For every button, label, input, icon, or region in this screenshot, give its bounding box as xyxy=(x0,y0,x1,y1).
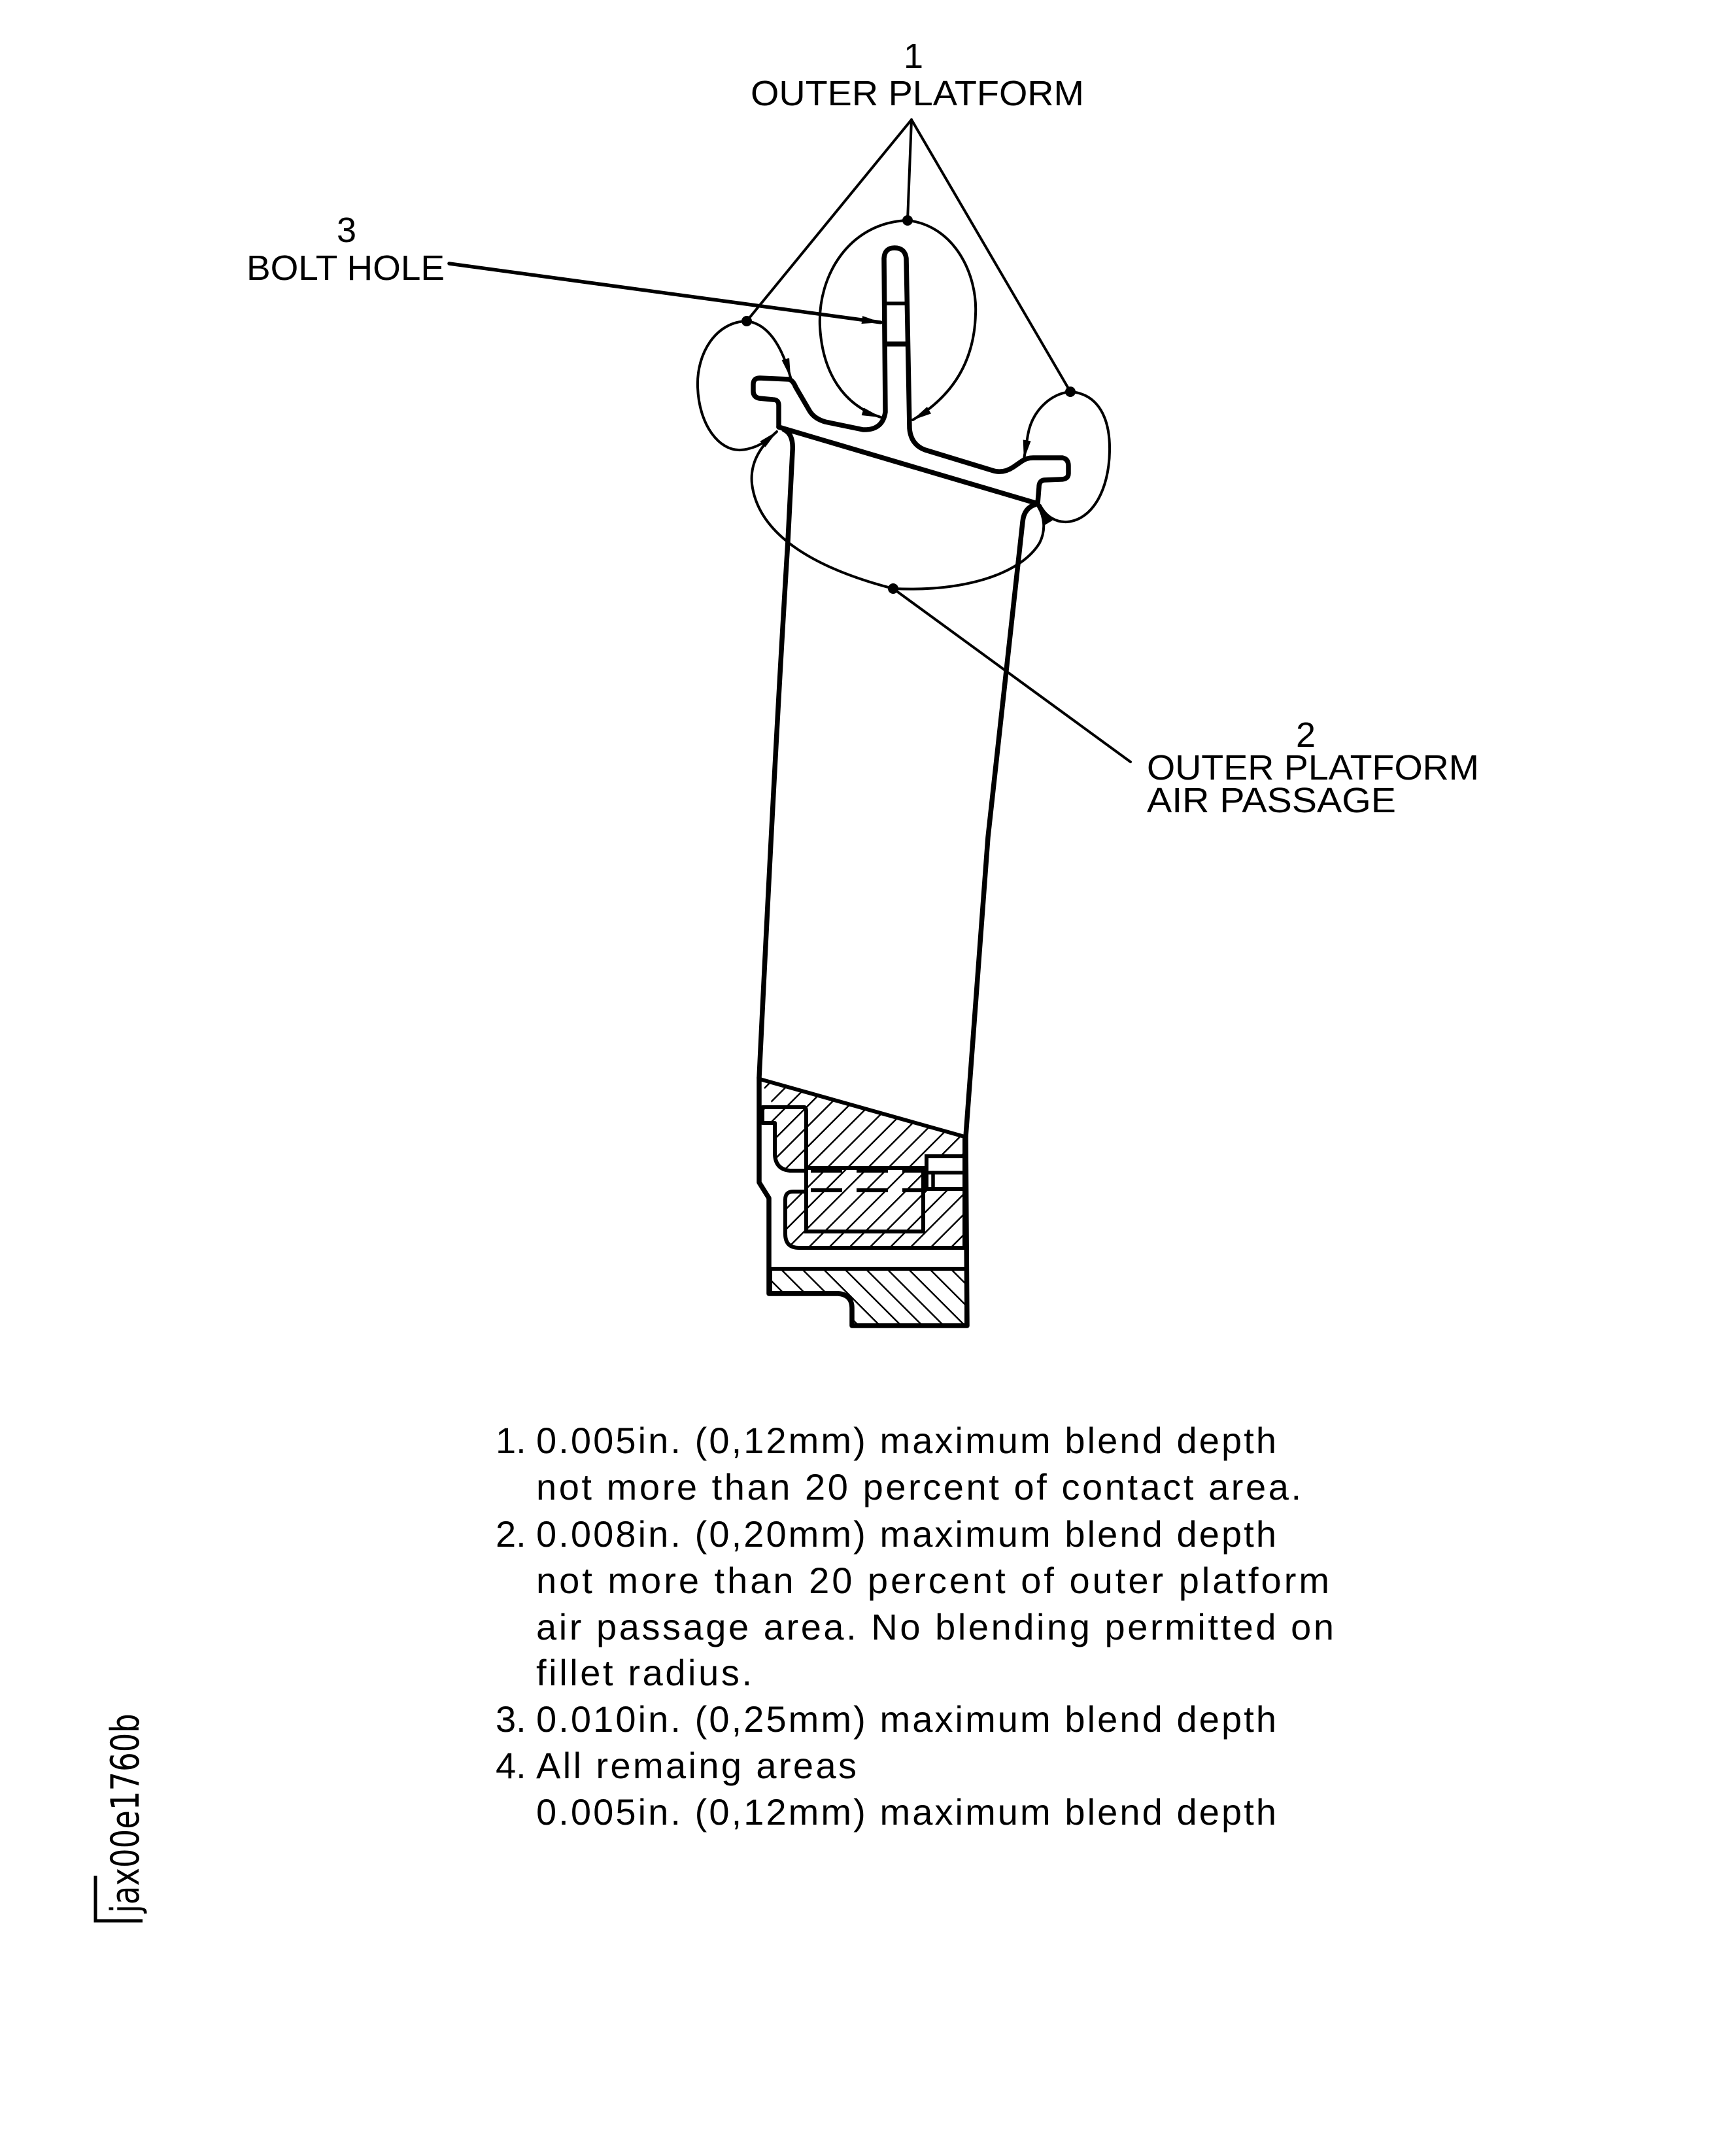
outer-platform-underside xyxy=(779,427,1038,504)
zone-air-passage xyxy=(752,432,1044,589)
leader-outer-platform-right xyxy=(911,120,1070,392)
callout-2-label-line-2: AIR PASSAGE xyxy=(1147,781,1396,820)
note-number: 2. xyxy=(496,1513,526,1555)
note-line: 0.010in. (0,25mm) maximum blend depth xyxy=(536,1698,1276,1740)
airfoil-left-edge xyxy=(759,430,792,1078)
note-3 xyxy=(496,1698,1276,1740)
dot-outer-platform-center xyxy=(902,215,913,226)
figure-id xyxy=(95,1656,148,1921)
zone-arc-right-inner xyxy=(1024,392,1070,459)
note-4 xyxy=(496,1745,1276,1833)
callout-3-number: 3 xyxy=(336,211,357,250)
dot-outer-platform-left xyxy=(741,316,752,326)
note-line: not more than 20 percent of outer platform xyxy=(536,1560,1329,1601)
callout-1-outer-platform xyxy=(751,37,1084,113)
callout-1-number: 1 xyxy=(903,37,924,76)
note-number: 1. xyxy=(496,1420,526,1461)
leader-outer-platform-left xyxy=(747,120,911,321)
root-section xyxy=(759,1078,967,1326)
root-hatch-lower xyxy=(770,1269,966,1326)
notes-list xyxy=(496,1420,1334,1833)
leader-outer-platform-center xyxy=(908,120,911,220)
zone-arc-left-inner xyxy=(747,321,791,377)
note-line: All remaing areas xyxy=(536,1745,857,1786)
dot-air-passage xyxy=(888,583,898,594)
figure-id-text: jax00e1760b xyxy=(103,1656,148,1913)
note-line: air passage area. No blending permitted on xyxy=(536,1606,1334,1647)
callout-3-label: BOLT HOLE xyxy=(247,249,445,288)
note-2 xyxy=(496,1513,1334,1693)
note-number: 3. xyxy=(496,1698,526,1740)
note-number: 4. xyxy=(496,1745,526,1786)
leader-bolt-hole-arrow xyxy=(449,264,881,322)
callout-2-label-line-1: OUTER PLATFORM xyxy=(1147,748,1479,787)
dot-outer-platform-right xyxy=(1065,387,1076,397)
zone-arc-center-right xyxy=(908,220,976,420)
note-line: fillet radius. xyxy=(536,1652,752,1693)
note-1 xyxy=(496,1420,1301,1507)
note-line: 0.005in. (0,12mm) maximum blend depth xyxy=(536,1791,1276,1833)
zone-arc-left-outer xyxy=(698,321,766,450)
airfoil-right-edge xyxy=(966,504,1036,1137)
callout-2-number: 2 xyxy=(1295,715,1316,755)
callout-1-label: OUTER PLATFORM xyxy=(751,74,1084,113)
note-line: 0.008in. (0,20mm) maximum blend depth xyxy=(536,1513,1276,1555)
note-line: not more than 20 percent of contact area. xyxy=(536,1466,1301,1507)
note-line: 0.005in. (0,12mm) maximum blend depth xyxy=(536,1420,1276,1461)
callout-3-bolt-hole xyxy=(247,211,445,288)
callout-2-outer-platform-air-passage xyxy=(1147,715,1479,820)
